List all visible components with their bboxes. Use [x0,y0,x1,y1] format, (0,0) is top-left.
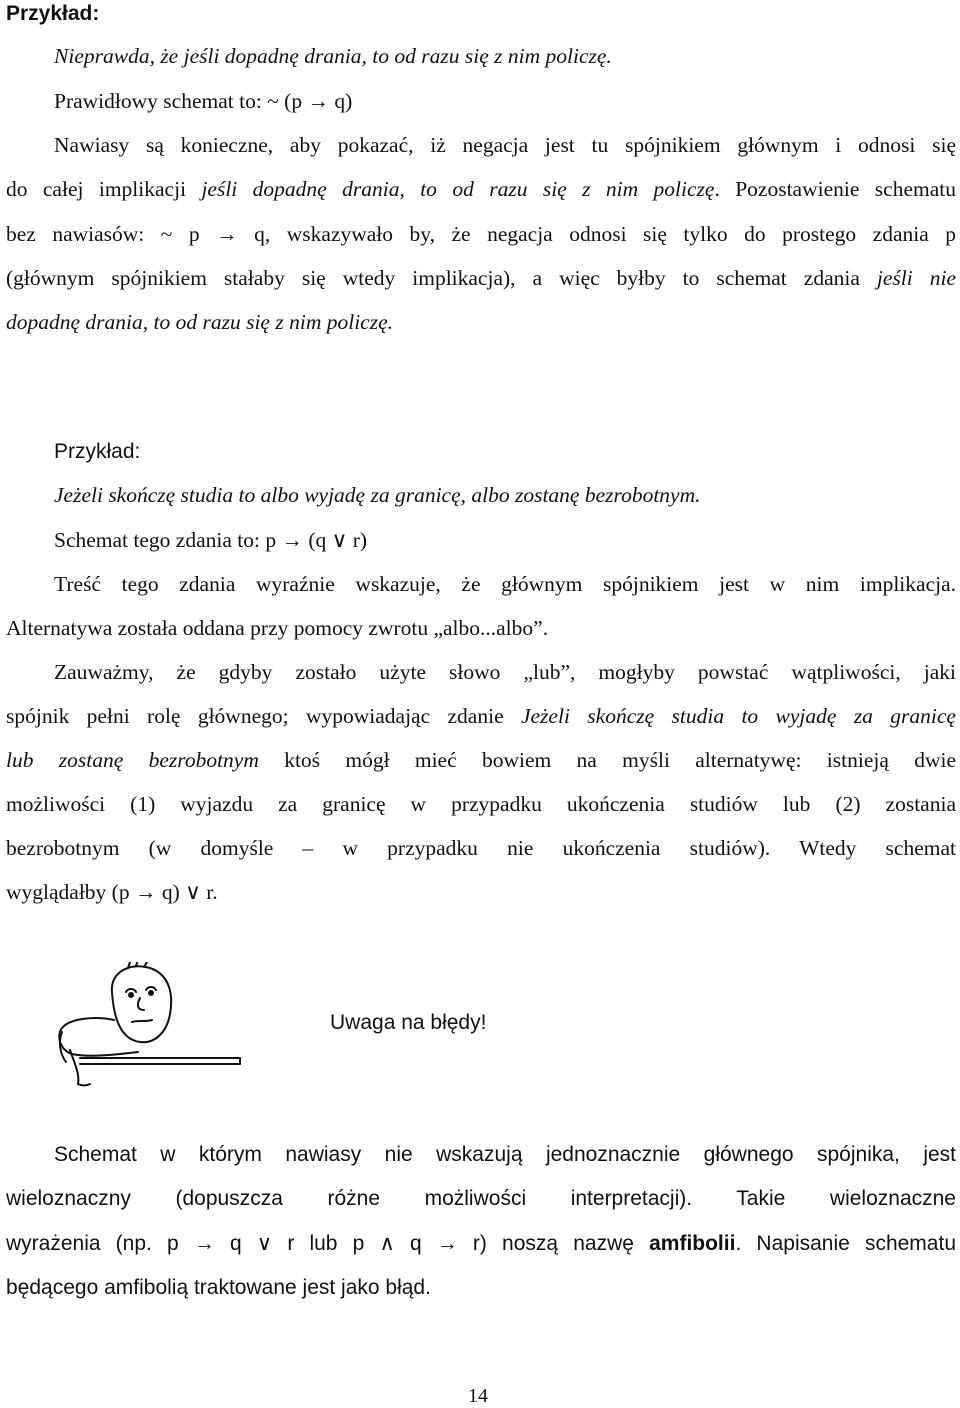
section1-paragraph-line-2 [6,179,956,201]
section2-example-sentence [54,485,701,507]
section2-line-1: Treść tego zdania wyraźnie wskazuje, że głównym spójnikiem jest w nim implikacja. [54,572,956,596]
section2-l5a: lub zostanę bezrobotnym [6,748,259,772]
section2-heading: Przykład: [54,440,141,463]
section1-l2a: do całej implikacji [6,177,202,201]
warning-line-2: wieloznaczny (dopuszcza różne możliwości interpretacji). Takie wieloznaczne [6,1187,956,1210]
section1-paragraph-line-5 [6,312,393,334]
warning-l3c: . Napisanie schematu [735,1232,956,1255]
warning-line-3 [6,1233,956,1254]
section1-paragraph-line-3: bez nawiasów: ~ p → q, wskazywało by, że negacja odnosi się tylko do prostego zdania p [6,222,956,246]
warning-line-4: będącego amfibolią traktowane jest jako błąd. [6,1276,431,1299]
section1-heading: Przykład: [6,2,100,25]
section1-l2c: . Pozostawienie schematu [714,177,956,201]
section2-line-7: bezrobotnym (w domyśle – w przypadku nie ukończenia studiów). Wtedy schemat [6,836,956,860]
section2-line-6: możliwości (1) wyjazdu za granicę w przypadku ukończenia studiów lub (2) zostania [6,792,956,816]
warning-title: Uwaga na błędy! [330,1011,487,1034]
section1-example-sentence [54,46,612,68]
page-number: 14 [468,1385,488,1407]
section1-paragraph-line-1: Nawiasy są konieczne, aby pokazać, iż negacja jest tu spójnikiem głównym i odnosi się [54,133,956,157]
section2-line-3: Zauważmy, że gdyby zostało użyte słowo „lub”, mogłyby powstać wątpliwości, jaki [54,660,956,684]
section2-line-5 [6,750,956,772]
section1-example-text: Nieprawda, że jeśli dopadnę drania, to od razu się z nim policzę. [54,44,612,68]
section2-line-2: Alternatywa została oddana przy pomocy zwrotu „albo...albo”. [6,616,549,640]
thinking-man-icon [50,962,250,1102]
section2-l4a: spójnik pełni rolę głównego; wypowiadając zdanie [6,704,521,728]
section1-l5: dopadnę drania, to od razu się z nim policzę. [6,310,393,334]
section2-example-text: Jeżeli skończę studia to albo wyjadę za granicę, albo zostanę bezrobotnym. [54,483,701,507]
section2-line-8: wyglądałby (p → q) ∨ r. [6,880,218,904]
section2-schema-line: Schemat tego zdania to: p → (q ∨ r) [54,528,368,552]
section2-l5b: ktoś mógł mieć bowiem na myśli alternatywę: istnieją dwie [258,748,956,772]
section1-l4b: jeśli nie [876,266,956,290]
warning-line-1: Schemat w którym nawiasy nie wskazują jednoznacznie głównego spójnika, jest [54,1143,956,1166]
section1-l2b: jeśli dopadnę drania, to od razu się z nim policzę [201,177,715,201]
warning-term: amfibolii [649,1232,736,1255]
section1-schema-line: Prawidłowy schemat to: ~ (p → q) [54,89,353,113]
warning-l3a: wyrażenia (np. p → q ∨ r lub p ∧ q → r) noszą nazwę [6,1232,650,1255]
section2-line-4 [6,706,956,728]
section1-l4a: (głównym spójnikiem stałaby się wtedy implikacja), a więc byłby to schemat zdania [6,266,877,290]
section1-paragraph-line-4 [6,268,956,290]
section2-l4b: Jeżeli skończę studia to wyjadę za granicę [520,704,956,728]
